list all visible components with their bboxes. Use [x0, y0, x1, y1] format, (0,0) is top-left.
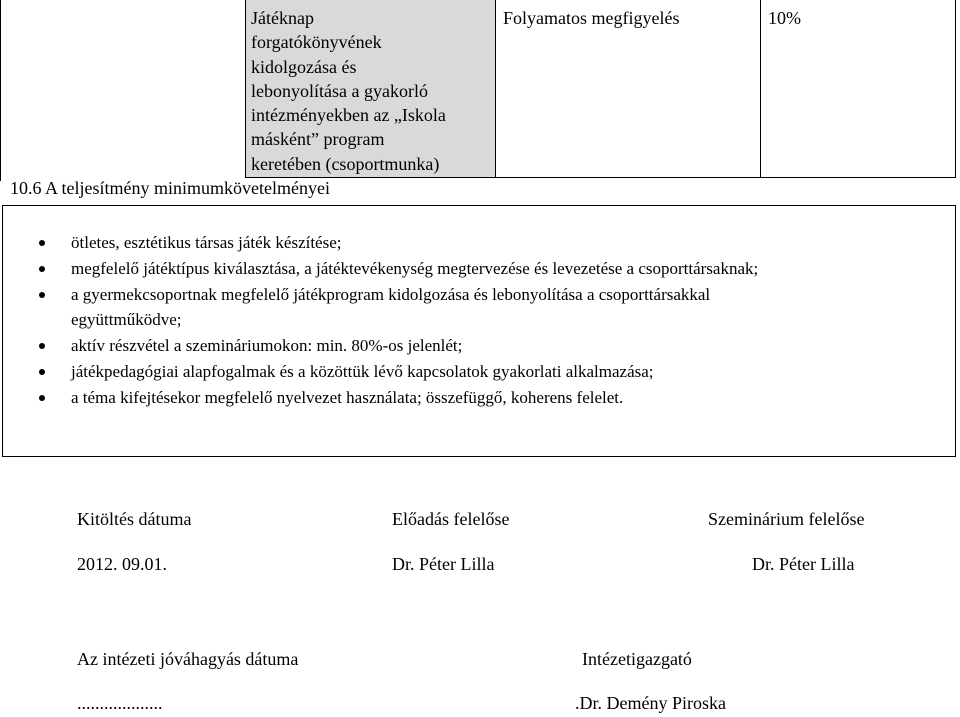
activity-line: forgatókönyvének	[251, 32, 382, 53]
fill-date-value: 2012. 09.01.	[77, 554, 167, 574]
activity-line: intézményekben az „Iskola	[251, 105, 446, 126]
table-divider-2	[495, 0, 496, 178]
bullet-icon	[39, 395, 45, 401]
seminar-responsible-label: Szeminárium felelőse	[708, 509, 865, 529]
director-name: .Dr. Demény Piroska	[575, 693, 726, 713]
lecture-responsible-name: Dr. Péter Lilla	[392, 554, 495, 574]
bullet-icon	[39, 369, 45, 375]
list-item: megfelelő játéktípus kiválasztása, a játéktevékenység megtervezése és levezetése a csoporttársaknak;	[39, 256, 758, 282]
table-bottom-border	[245, 177, 956, 178]
bullet-icon	[39, 292, 45, 298]
approval-date-value: ...................	[77, 693, 163, 713]
activity-line: másként” program	[251, 129, 385, 150]
list-item: ötletes, esztétikus társas játék készítése;	[39, 230, 758, 256]
bullet-icon	[39, 266, 45, 272]
table-divider-3	[760, 0, 761, 178]
table-divider-1	[245, 0, 246, 178]
activity-line: kidolgozása és	[251, 56, 357, 77]
lecture-responsible-label: Előadás felelőse	[392, 509, 510, 529]
bullet-icon	[39, 240, 45, 246]
table-right-border	[955, 0, 956, 178]
requirements-list	[39, 230, 758, 411]
section-heading: 10.6 A teljesítmény minimumkövetelményei	[10, 178, 330, 198]
activity-line: Játéknap	[251, 8, 314, 28]
list-item: a téma kifejtésekor megfelelő nyelvezet használata; összefüggő, koherens felelet.	[39, 385, 758, 411]
table-left-border	[0, 0, 1, 181]
director-label: Intézetigazgató	[582, 649, 692, 669]
evaluation-weight: 10%	[768, 8, 801, 28]
bullet-icon	[39, 343, 45, 349]
requirements-box	[2, 205, 956, 457]
fill-date-label: Kitöltés dátuma	[77, 509, 192, 529]
list-item: játékpedagógiai alapfogalmak és a közöttük lévő kapcsolatok gyakorlati alkalmazása;	[39, 359, 758, 385]
list-item: a gyermekcsoportnak megfelelő játékprogram kidolgozása és lebonyolítása a csoporttársakkal	[39, 282, 758, 308]
activity-title	[251, 6, 495, 176]
seminar-responsible-name: Dr. Péter Lilla	[752, 554, 855, 574]
activity-line: keretében (csoportmunka)	[251, 153, 440, 174]
evaluation-method: Folyamatos megfigyelés	[503, 8, 680, 28]
list-item: aktív részvétel a szemináriumokon: min. 80%-os jelenlét;	[39, 333, 758, 359]
approval-date-label: Az intézeti jóváhagyás dátuma	[77, 649, 299, 669]
activity-line: lebonyolítása a gyakorló	[251, 80, 428, 101]
list-item-continuation: együttműködve;	[71, 310, 182, 330]
